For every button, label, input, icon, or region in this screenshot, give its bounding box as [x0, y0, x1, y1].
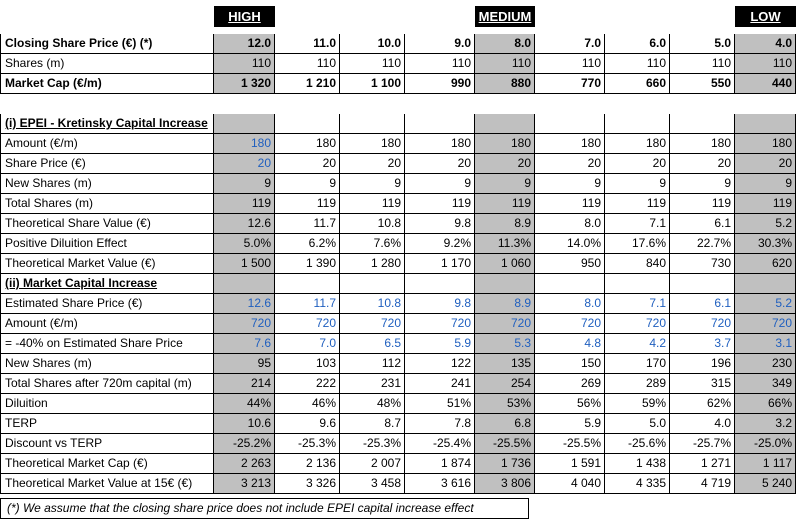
table-cell: 1 320: [214, 74, 275, 94]
table-cell: 12.0: [214, 34, 275, 54]
table-cell: 180: [475, 134, 535, 154]
table-cell: 1 271: [670, 454, 735, 474]
table-cell: 2 007: [340, 454, 405, 474]
table-cell: 1 170: [405, 254, 475, 274]
table-cell: 8.0: [535, 214, 605, 234]
row-label: Theoretical Market Value (€): [0, 254, 214, 274]
table-cell: 9.8: [405, 214, 475, 234]
table-cell: 1 100: [340, 74, 405, 94]
table-cell: 880: [475, 74, 535, 94]
table-cell: 9: [405, 174, 475, 194]
row-label: New Shares (m): [0, 174, 214, 194]
table-cell: [670, 114, 735, 134]
table-cell: [475, 114, 535, 134]
table-cell: 10.8: [340, 214, 405, 234]
table-cell: 254: [475, 374, 535, 394]
table-cell: 110: [340, 54, 405, 74]
row-label: Diluition: [0, 394, 214, 414]
table-cell: 4.8: [535, 334, 605, 354]
table-cell: 170: [605, 354, 670, 374]
table-cell: 6.0: [605, 34, 670, 54]
table-cell: 720: [275, 314, 340, 334]
table-cell: 7.0: [275, 334, 340, 354]
table-cell: 720: [214, 314, 275, 334]
table-cell: 214: [214, 374, 275, 394]
table-cell: 1 060: [475, 254, 535, 274]
table-row: [0, 194, 802, 214]
table-cell: 10.8: [340, 294, 405, 314]
table-cell: 3.7: [670, 334, 735, 354]
table-cell: -25.5%: [475, 434, 535, 454]
row-label: Discount vs TERP: [0, 434, 214, 454]
table-cell: 720: [535, 314, 605, 334]
table-cell: 180: [275, 134, 340, 154]
header-medium: MEDIUM: [475, 6, 535, 27]
table-row: [0, 414, 802, 434]
table-cell: 7.1: [605, 214, 670, 234]
table-cell: 5.3: [475, 334, 535, 354]
table-cell: 6.1: [670, 214, 735, 234]
table-cell: 180: [670, 134, 735, 154]
table-row: [0, 474, 802, 494]
table-cell: 9: [275, 174, 340, 194]
table-cell: 7.0: [535, 34, 605, 54]
table-cell: 5.0%: [214, 234, 275, 254]
table-cell: 7.8: [405, 414, 475, 434]
table-cell: 8.9: [475, 214, 535, 234]
footnote: (*) We assume that the closing share price does not include EPEI capital increase effect: [0, 498, 529, 519]
table-cell: 5.9: [405, 334, 475, 354]
table-cell: 3.2: [735, 414, 796, 434]
table-cell: 4.2: [605, 334, 670, 354]
table-cell: [605, 114, 670, 134]
table-cell: [275, 114, 340, 134]
table-row: [0, 314, 802, 334]
table-cell: 119: [605, 194, 670, 214]
table-cell: 3 458: [340, 474, 405, 494]
table-cell: 3.1: [735, 334, 796, 354]
table-row: [0, 34, 802, 54]
row-label: Positive Diluition Effect: [0, 234, 214, 254]
table-cell: 5.9: [535, 414, 605, 434]
table-cell: 6.2%: [275, 234, 340, 254]
row-label: Theoretical Market Cap (€): [0, 454, 214, 474]
table-cell: 14.0%: [535, 234, 605, 254]
table-row: [0, 434, 802, 454]
row-label: (i) EPEI - Kretinsky Capital Increase: [0, 114, 214, 134]
table-cell: 2 136: [275, 454, 340, 474]
table-cell: 180: [535, 134, 605, 154]
table-cell: 17.6%: [605, 234, 670, 254]
table-cell: 110: [475, 54, 535, 74]
table-cell: [475, 274, 535, 294]
table-cell: 180: [405, 134, 475, 154]
table-cell: 5.0: [605, 414, 670, 434]
table-cell: 4 335: [605, 474, 670, 494]
table-cell: -25.6%: [605, 434, 670, 454]
table-cell: -25.3%: [340, 434, 405, 454]
table-cell: 289: [605, 374, 670, 394]
table-cell: 8.7: [340, 414, 405, 434]
table-cell: 950: [535, 254, 605, 274]
table-cell: [214, 114, 275, 134]
table-cell: 119: [214, 194, 275, 214]
table-cell: 110: [214, 54, 275, 74]
row-label: Market Cap (€/m): [0, 74, 214, 94]
table-cell: [535, 274, 605, 294]
table-row: [0, 274, 802, 294]
table-cell: 103: [275, 354, 340, 374]
table-cell: [214, 274, 275, 294]
table-cell: 720: [735, 314, 796, 334]
table-cell: 20: [405, 154, 475, 174]
table-cell: 5.2: [735, 214, 796, 234]
table-cell: 1 390: [275, 254, 340, 274]
row-label: Share Price (€): [0, 154, 214, 174]
table-cell: 8.9: [475, 294, 535, 314]
table-cell: 9.6: [275, 414, 340, 434]
table-cell: [405, 114, 475, 134]
row-label: Total Shares after 720m capital (m): [0, 374, 214, 394]
table-cell: 269: [535, 374, 605, 394]
table-cell: 990: [405, 74, 475, 94]
table-cell: 1 117: [735, 454, 796, 474]
table-cell: 110: [275, 54, 340, 74]
table-cell: 349: [735, 374, 796, 394]
table-cell: 56%: [535, 394, 605, 414]
row-label: Shares (m): [0, 54, 214, 74]
table-cell: 720: [405, 314, 475, 334]
table-cell: 11.0: [275, 34, 340, 54]
table-cell: 11.7: [275, 294, 340, 314]
table-cell: 3 213: [214, 474, 275, 494]
table-cell: 770: [535, 74, 605, 94]
table-cell: 1 210: [275, 74, 340, 94]
table-cell: 180: [605, 134, 670, 154]
table-cell: 59%: [605, 394, 670, 414]
table-cell: 119: [275, 194, 340, 214]
table-cell: 180: [735, 134, 796, 154]
table-cell: 119: [340, 194, 405, 214]
table-cell: -25.2%: [214, 434, 275, 454]
table-cell: 66%: [735, 394, 796, 414]
table-cell: 20: [735, 154, 796, 174]
table-cell: [605, 274, 670, 294]
table-cell: 5 240: [735, 474, 796, 494]
table-cell: 1 280: [340, 254, 405, 274]
header-low: LOW: [735, 6, 796, 27]
table-cell: -25.3%: [275, 434, 340, 454]
table-cell: 720: [605, 314, 670, 334]
table-cell: 6.5: [340, 334, 405, 354]
table-cell: 110: [735, 54, 796, 74]
table-cell: [340, 114, 405, 134]
table-cell: 46%: [275, 394, 340, 414]
table-cell: 5.0: [670, 34, 735, 54]
table-cell: 9.0: [405, 34, 475, 54]
table-row: [0, 134, 802, 154]
table-cell: 119: [475, 194, 535, 214]
table-cell: 9.8: [405, 294, 475, 314]
table-cell: 110: [670, 54, 735, 74]
table-cell: 3 806: [475, 474, 535, 494]
row-label: TERP: [0, 414, 214, 434]
table-row: [0, 394, 802, 414]
table-cell: 6.8: [475, 414, 535, 434]
table-cell: 20: [475, 154, 535, 174]
table-row: [0, 174, 802, 194]
table-cell: 4.0: [670, 414, 735, 434]
table-cell: 22.7%: [670, 234, 735, 254]
table-cell: 730: [670, 254, 735, 274]
table-cell: [735, 274, 796, 294]
table-cell: 11.7: [275, 214, 340, 234]
table-cell: 9: [214, 174, 275, 194]
table-cell: 8.0: [535, 294, 605, 314]
table-cell: 4.0: [735, 34, 796, 54]
table-row: [0, 454, 802, 474]
table-cell: 231: [340, 374, 405, 394]
table-cell: [535, 114, 605, 134]
table-cell: 7.6%: [340, 234, 405, 254]
table-cell: 150: [535, 354, 605, 374]
table-row: [0, 294, 802, 314]
table-cell: 20: [535, 154, 605, 174]
table-cell: 7.1: [605, 294, 670, 314]
table-cell: 241: [405, 374, 475, 394]
table-cell: 4 040: [535, 474, 605, 494]
table-cell: 1 874: [405, 454, 475, 474]
table-cell: -25.5%: [535, 434, 605, 454]
table-cell: 1 438: [605, 454, 670, 474]
table-row: [0, 254, 802, 274]
table-cell: [670, 274, 735, 294]
table-cell: 3 326: [275, 474, 340, 494]
table-cell: -25.7%: [670, 434, 735, 454]
table-row: [0, 54, 802, 74]
table-cell: 53%: [475, 394, 535, 414]
table-cell: 222: [275, 374, 340, 394]
table-cell: 20: [605, 154, 670, 174]
row-label: (ii) Market Capital Increase: [0, 274, 214, 294]
table-cell: 11.3%: [475, 234, 535, 254]
table-cell: 20: [670, 154, 735, 174]
table-cell: 620: [735, 254, 796, 274]
table-cell: 9: [340, 174, 405, 194]
row-label: Total Shares (m): [0, 194, 214, 214]
table-cell: 720: [475, 314, 535, 334]
table-cell: 110: [535, 54, 605, 74]
table-cell: 9: [670, 174, 735, 194]
row-label: Estimated Share Price (€): [0, 294, 214, 314]
table-cell: 9: [475, 174, 535, 194]
table-cell: [275, 274, 340, 294]
table-cell: 95: [214, 354, 275, 374]
table-cell: 8.0: [475, 34, 535, 54]
table-cell: 10.6: [214, 414, 275, 434]
table-cell: 9: [535, 174, 605, 194]
table-cell: 180: [340, 134, 405, 154]
table-cell: 720: [670, 314, 735, 334]
table-cell: 230: [735, 354, 796, 374]
table-cell: [340, 274, 405, 294]
table-cell: 4 719: [670, 474, 735, 494]
table-cell: 20: [275, 154, 340, 174]
table-cell: 1 591: [535, 454, 605, 474]
table-cell: 6.1: [670, 294, 735, 314]
table-cell: 315: [670, 374, 735, 394]
header-high: HIGH: [214, 6, 275, 27]
table-cell: 110: [605, 54, 670, 74]
row-label: Closing Share Price (€) (*): [0, 34, 214, 54]
table-cell: 550: [670, 74, 735, 94]
table-cell: [405, 274, 475, 294]
table-cell: 9.2%: [405, 234, 475, 254]
table-cell: 122: [405, 354, 475, 374]
table-row: [0, 354, 802, 374]
table-cell: 180: [214, 134, 275, 154]
table-cell: 119: [535, 194, 605, 214]
table-cell: 30.3%: [735, 234, 796, 254]
table-cell: 720: [340, 314, 405, 334]
table-cell: -25.4%: [405, 434, 475, 454]
table-cell: 196: [670, 354, 735, 374]
table-cell: 9: [605, 174, 670, 194]
table-cell: 119: [670, 194, 735, 214]
table-row: [0, 334, 802, 354]
table-row: [0, 374, 802, 394]
table-cell: 7.6: [214, 334, 275, 354]
table-cell: 840: [605, 254, 670, 274]
table-cell: 48%: [340, 394, 405, 414]
table-cell: 20: [340, 154, 405, 174]
table-cell: [735, 114, 796, 134]
table-row: [0, 74, 802, 94]
table-cell: 20: [214, 154, 275, 174]
table-cell: 112: [340, 354, 405, 374]
table-cell: 119: [405, 194, 475, 214]
table-row: [0, 154, 802, 174]
table-cell: 1 500: [214, 254, 275, 274]
table-cell: 660: [605, 74, 670, 94]
table-row: [0, 114, 802, 134]
table-cell: 12.6: [214, 214, 275, 234]
table-cell: 12.6: [214, 294, 275, 314]
table-cell: 2 263: [214, 454, 275, 474]
row-label: Amount (€/m): [0, 314, 214, 334]
row-label: = -40% on Estimated Share Price: [0, 334, 214, 354]
row-label: New Shares (m): [0, 354, 214, 374]
row-label: Theoretical Market Value at 15€ (€): [0, 474, 214, 494]
table-cell: 3 616: [405, 474, 475, 494]
row-label: Amount (€/m): [0, 134, 214, 154]
table-cell: 62%: [670, 394, 735, 414]
table-cell: 110: [405, 54, 475, 74]
table-cell: 135: [475, 354, 535, 374]
table-cell: -25.0%: [735, 434, 796, 454]
table-cell: 9: [735, 174, 796, 194]
table-cell: 51%: [405, 394, 475, 414]
table-row: [0, 234, 802, 254]
table-cell: 10.0: [340, 34, 405, 54]
table-cell: 440: [735, 74, 796, 94]
table-row: [0, 214, 802, 234]
table-cell: 5.2: [735, 294, 796, 314]
table-cell: 44%: [214, 394, 275, 414]
row-label: Theoretical Share Value (€): [0, 214, 214, 234]
table-cell: 1 736: [475, 454, 535, 474]
table-cell: 119: [735, 194, 796, 214]
